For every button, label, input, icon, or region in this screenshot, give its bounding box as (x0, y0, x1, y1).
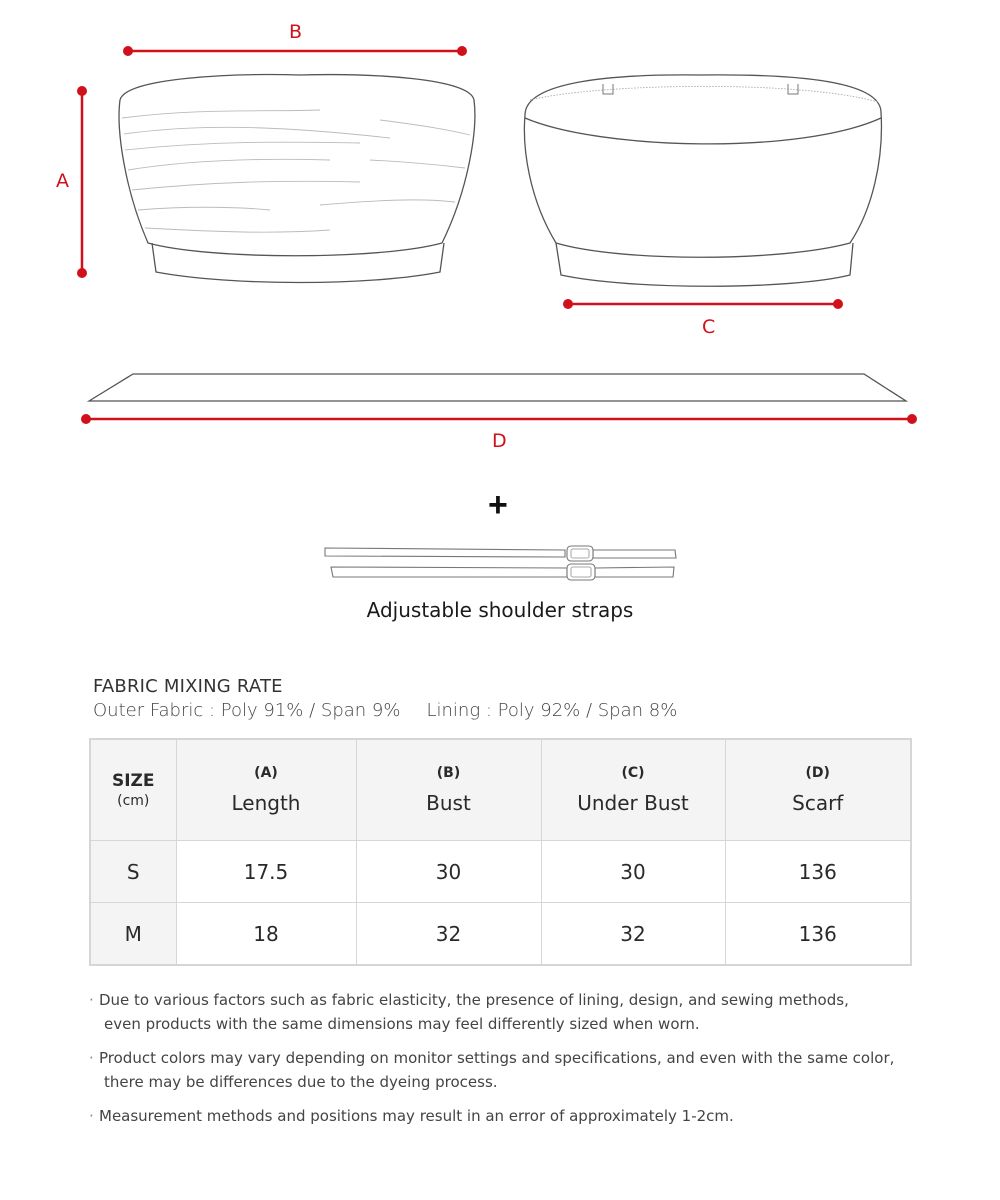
table-row (90, 903, 911, 966)
column-header-length (176, 739, 356, 841)
column-name: Scarf (792, 791, 844, 815)
bust-cell: 30 (356, 841, 541, 903)
under-bust-cell: 32 (541, 903, 725, 966)
front-top-illustration (119, 75, 475, 283)
strap-caption: Adjustable shoulder straps (366, 598, 634, 622)
note-text: Product colors may vary depending on monitor settings and specifications, and even with the same color, (99, 1049, 895, 1067)
fabric-composition (93, 700, 677, 721)
note-text: Due to various factors such as fabric elasticity, the presence of lining, design, and sewing methods, (99, 991, 849, 1009)
back-top-illustration (524, 75, 881, 286)
bullet-icon: · (89, 1107, 94, 1125)
note-item (89, 988, 909, 1036)
note-text: Measurement methods and positions may result in an error of approximately 1-2cm. (99, 1107, 734, 1125)
note-text-continued: there may be differences due to the dyeing process. (104, 1073, 498, 1091)
scarf-cell: 136 (725, 903, 911, 966)
fabric-title: FABRIC MIXING RATE (93, 676, 283, 697)
bullet-icon: · (89, 991, 94, 1009)
table-row (90, 841, 911, 903)
size-cell: S (90, 841, 176, 903)
dimension-a-line (77, 86, 87, 278)
dimension-d-label: D (492, 430, 507, 452)
column-letter: (D) (805, 765, 830, 781)
length-cell: 18 (176, 903, 356, 966)
size-header-cell (90, 739, 176, 841)
column-name: Bust (426, 791, 471, 815)
column-header-scarf (725, 739, 911, 841)
column-name: Length (231, 791, 301, 815)
table-header-row (90, 739, 911, 841)
dimension-a-label: A (56, 170, 69, 192)
note-item (89, 1046, 909, 1094)
scarf-illustration (89, 374, 906, 401)
notes-list (89, 988, 909, 1138)
column-header-under-bust (541, 739, 725, 841)
bullet-icon: · (89, 1049, 94, 1067)
under-bust-cell: 30 (541, 841, 725, 903)
dimension-c-label: C (702, 316, 716, 338)
shoulder-straps-illustration (325, 546, 676, 580)
dimension-d-line (81, 414, 917, 424)
dimension-c-line (563, 299, 843, 309)
length-cell: 17.5 (176, 841, 356, 903)
column-letter: (B) (436, 765, 461, 781)
column-letter: (A) (254, 765, 278, 781)
size-unit: (cm) (117, 793, 150, 809)
lining-text: Lining : Poly 92% / Span 8% (426, 700, 678, 721)
size-header: SIZE (111, 771, 155, 791)
bust-cell: 32 (356, 903, 541, 966)
dimension-b-line (123, 46, 467, 56)
outer-fabric-text: Outer Fabric : Poly 91% / Span 9% (93, 700, 401, 721)
plus-icon: + (488, 486, 508, 524)
column-name: Under Bust (577, 791, 689, 815)
column-letter: (C) (621, 765, 645, 781)
size-table (89, 738, 912, 966)
scarf-cell: 136 (725, 841, 911, 903)
dimension-b-label: B (289, 21, 303, 43)
size-cell: M (90, 903, 176, 966)
note-text-continued: even products with the same dimensions may feel differently sized when worn. (104, 1015, 700, 1033)
column-header-bust (356, 739, 541, 841)
note-item (89, 1104, 909, 1128)
